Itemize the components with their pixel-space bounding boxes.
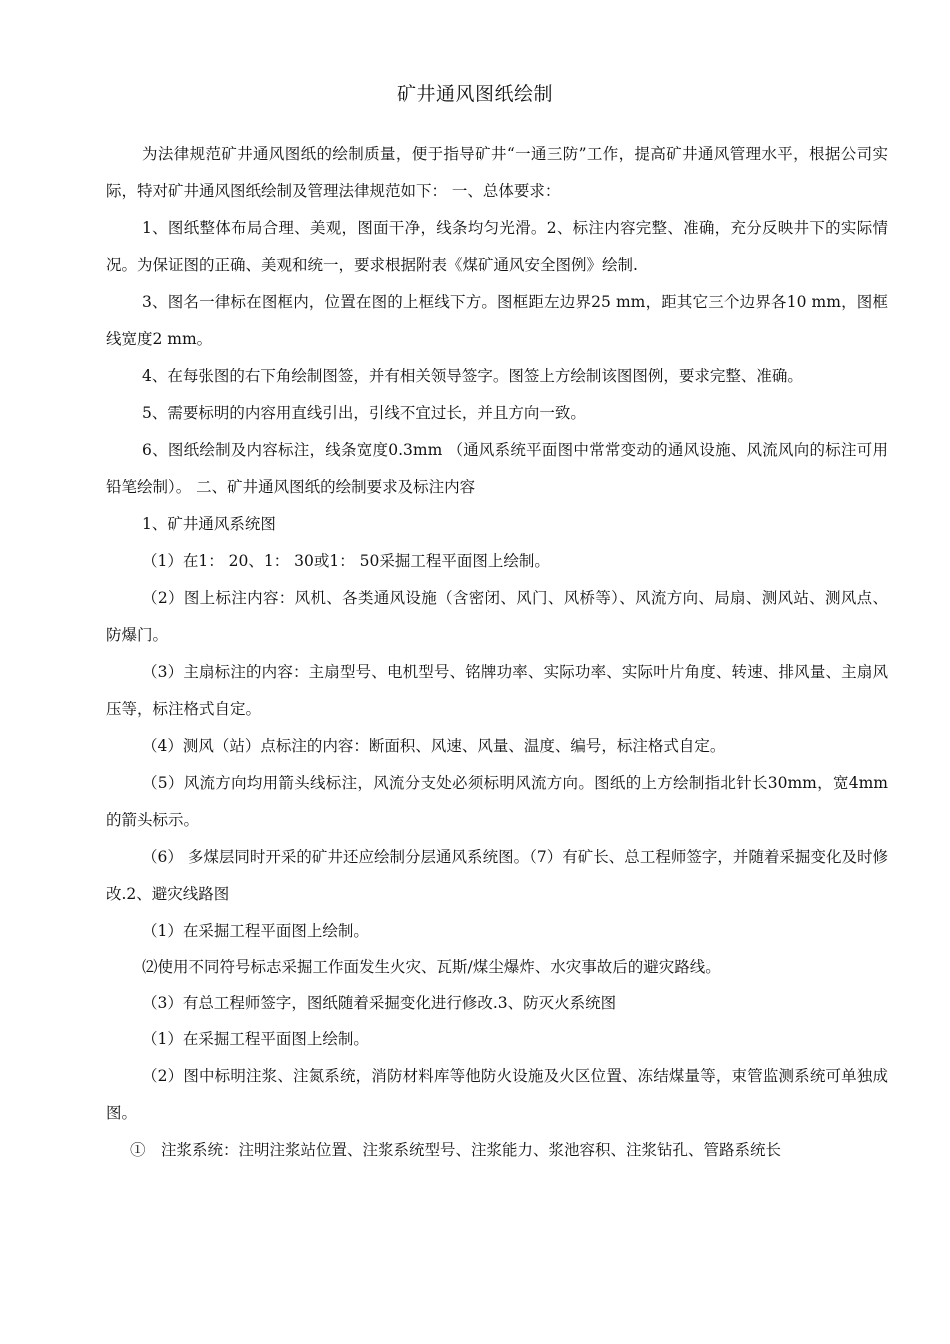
- paragraph-vent-2: （2）图上标注内容：风机、各类通风设施（含密闭、风门、风桥等）、风流方向、局扇、测风站、测风点、防爆门。: [106, 589, 888, 644]
- paragraph-vent-6-7: （6） 多煤层同时开采的矿井还应绘制分层通风系统图。（7）有矿长、总工程师签字，并随着采掘变化及时修改.2、避灾线路图: [106, 848, 888, 903]
- document-body: [106, 136, 888, 1169]
- paragraph-escape-1: （1）在采掘工程平面图上绘制。: [142, 922, 369, 940]
- paragraph-item-1-2: 1、图纸整体布局合理、美观，图面干净，线条均匀光滑。2、标注内容完整、准确，充分反映井下的实际情况。为保证图的正确、美观和统一，要求根据附表《煤矿通风安全图例》绘制.: [106, 219, 888, 274]
- paragraph-item-4: 4、在每张图的右下角绘制图签，并有相关领导签字。图签上方绘制该图图例，要求完整、准确。: [142, 367, 803, 385]
- paragraph-escape-2: ⑵使用不同符号标志采掘工作面发生火灾、瓦斯/煤尘爆炸、水灾事故后的避灾路线。: [142, 958, 721, 976]
- paragraph-vent-5: （5）风流方向均用箭头线标注，风流分支处必须标明风流方向。图纸的上方绘制指北针长30mm，宽4mm的箭头标示。: [106, 774, 888, 829]
- paragraph-fire-1: （1）在采掘工程平面图上绘制。: [142, 1030, 369, 1048]
- paragraph-fire-2: （2）图中标明注浆、注氮系统，消防材料库等他防火设施及火区位置、冻结煤量等，束管监测系统可单独成图。: [106, 1067, 888, 1122]
- paragraph-item-6: 6、图纸绘制及内容标注，线条宽度0.3mm （通风系统平面图中常常变动的通风设施、风流风向的标注可用铅笔绘制）。 二、矿井通风图纸的绘制要求及标注内容: [106, 441, 888, 496]
- paragraph-escape-3: （3）有总工程师签字，图纸随着采掘变化进行修改.3、防灭火系统图: [142, 994, 617, 1012]
- paragraph-item-5: 5、需要标明的内容用直线引出，引线不宜过长，并且方向一致。: [142, 404, 586, 422]
- paragraph-section-ventilation-system: 1、矿井通风系统图: [142, 515, 276, 533]
- paragraph-vent-1: （1）在1： 20、1： 30或1： 50采掘工程平面图上绘制。: [142, 552, 550, 570]
- document-title: 矿井通风图纸绘制: [396, 83, 553, 105]
- paragraph-intro: 为法律规范矿井通风图纸的绘制质量，便于指导矿井“一通三防”工作，提高矿井通风管理水平，根据公司实际，特对矿井通风图纸绘制及管理法律规范如下： 一、总体要求：: [106, 145, 888, 200]
- paragraph-vent-4: （4）测风（站）点标注的内容：断面积、风速、风量、温度、编号，标注格式自定。: [142, 737, 726, 755]
- paragraph-grouting-system: ① 注浆系统：注明注浆站位置、注浆系统型号、注浆能力、浆池容积、注浆钻孔、管路系统长: [130, 1141, 782, 1159]
- paragraph-vent-3: （3）主扇标注的内容：主扇型号、电机型号、铭牌功率、实际功率、实际叶片角度、转速、排风量、主扇风压等，标注格式自定。: [106, 663, 888, 718]
- paragraph-item-3: 3、图名一律标在图框内，位置在图的上框线下方。图框距左边界25 mm，距其它三个边界各10 mm，图框线宽度2 mm。: [106, 293, 888, 348]
